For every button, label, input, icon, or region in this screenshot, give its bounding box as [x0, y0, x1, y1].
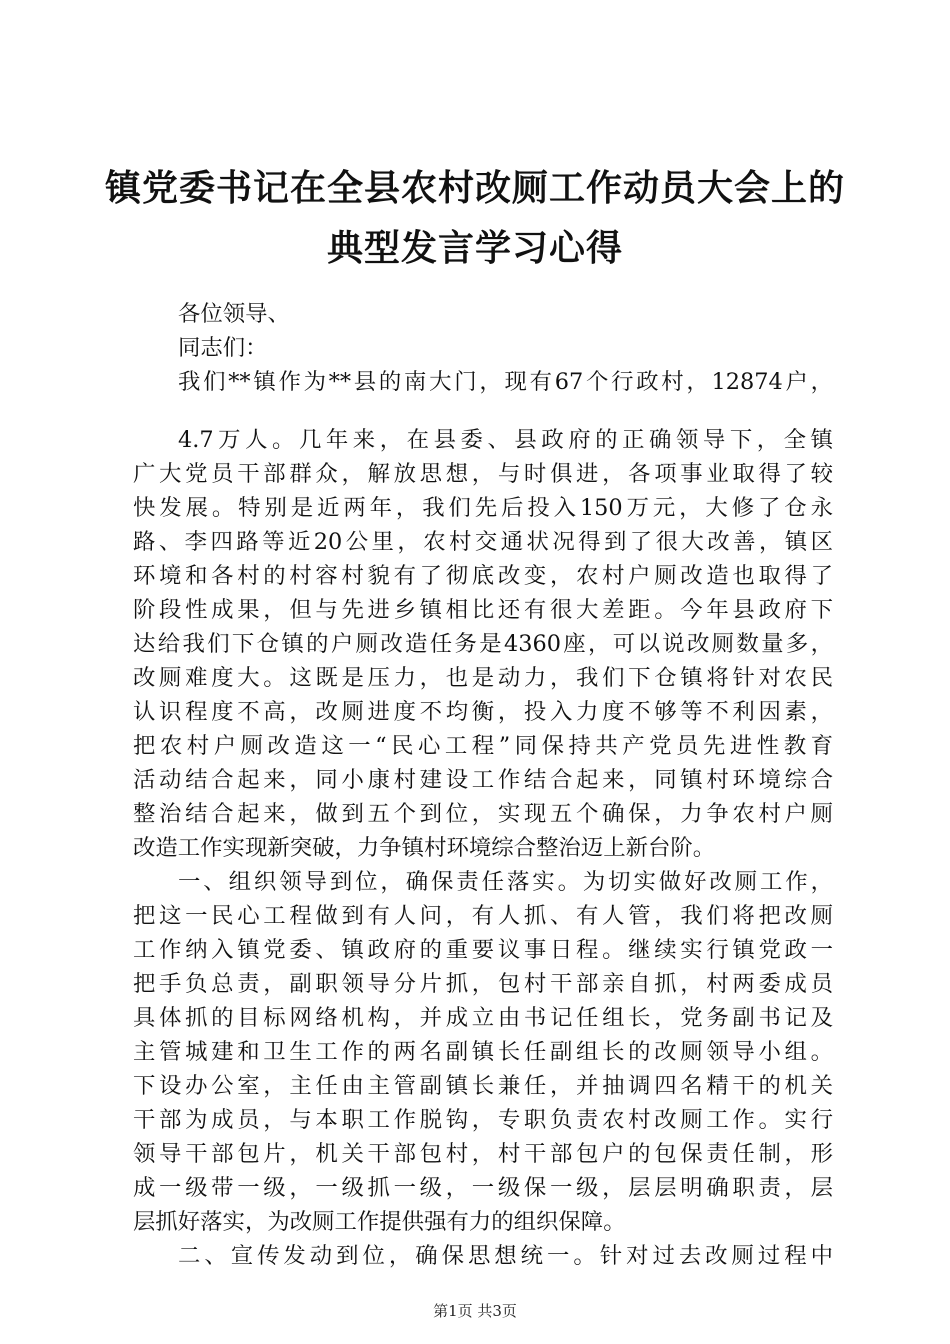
body-text-line: 快发展。特别是近两年，我们先后投入150万元，大修了仓永 [133, 495, 833, 521]
body-text-line: 工作纳入镇党委、镇政府的重要议事日程。继续实行镇党政一 [133, 937, 833, 963]
body-text-line: 活动结合起来，同小康村建设工作结合起来，同镇村环境综合 [133, 767, 833, 793]
body-text-line: 把农村户厕改造这一“民心工程”同保持共产党员先进性教育 [133, 733, 833, 759]
document-title-line-1: 镇党委书记在全县农村改厕工作动员大会上的 [104, 167, 845, 209]
body-text-line: 阶段性成果，但与先进乡镇相比还有很大差距。今年县政府下 [133, 597, 833, 623]
body-text-line: 干部为成员，与本职工作脱钩，专职负责农村改厕工作。实行 [133, 1107, 833, 1133]
salutation-line: 各位领导、 [178, 301, 290, 327]
section-heading-line: 一、组织领导到位，确保责任落实。为切实做好改厕工作， [178, 869, 833, 895]
body-text-line: 领导干部包片，机关干部包村，村干部包户的包保责任制，形 [133, 1141, 833, 1167]
body-text-line: 认识程度不高，改厕进度不均衡，投入力度不够等不利因素， [133, 699, 833, 725]
body-text-line: 环境和各村的村容村貌有了彻底改变，农村户厕改造也取得了 [133, 563, 833, 589]
body-text-line: 成一级带一级，一级抓一级，一级保一级，层层明确职责，层 [133, 1175, 833, 1201]
body-text-line: 把这一民心工程做到有人问，有人抓、有人管，我们将把改厕 [133, 903, 833, 929]
page-number-footer: 第1页 共3页 [433, 1302, 517, 1320]
body-text-line: 具体抓的目标网络机构，并成立由书记任组长，党务副书记及 [133, 1005, 833, 1031]
body-text-line: 层抓好落实，为改厕工作提供强有力的组织保障。 [133, 1209, 626, 1235]
body-text-line: 整治结合起来，做到五个到位，实现五个确保，力争农村户厕 [133, 801, 833, 827]
document-title-line-2: 典型发言学习心得 [326, 227, 623, 269]
body-text-line: 我们**镇作为**县的南大门，现有67个行政村，12874户， [178, 369, 833, 395]
body-text-line: 改厕难度大。这既是压力，也是动力，我们下仓镇将针对农民 [133, 665, 833, 691]
body-text-line: 达给我们下仓镇的户厕改造任务是4360座，可以说改厕数量多， [133, 631, 833, 657]
body-text-line: 把手负总责，副职领导分片抓，包村干部亲自抓，村两委成员 [133, 971, 833, 997]
body-text-line: 广大党员干部群众，解放思想，与时俱进，各项事业取得了较 [133, 461, 833, 487]
section-heading-line: 二、宣传发动到位，确保思想统一。针对过去改厕过程中 [178, 1243, 833, 1269]
body-text-line: 路、李四路等近20公里，农村交通状况得到了很大改善，镇区 [133, 529, 833, 555]
body-text-line: 4.7万人。几年来，在县委、县政府的正确领导下，全镇 [178, 427, 833, 453]
body-text-line: 下设办公室，主任由主管副镇长兼任，并抽调四名精干的机关 [133, 1073, 833, 1099]
body-text-line: 主管城建和卫生工作的两名副镇长任副组长的改厕领导小组。 [133, 1039, 833, 1065]
salutation-line: 同志们： [178, 335, 268, 361]
body-text-line: 改造工作实现新突破，力争镇村环境综合整治迈上新台阶。 [133, 835, 716, 861]
